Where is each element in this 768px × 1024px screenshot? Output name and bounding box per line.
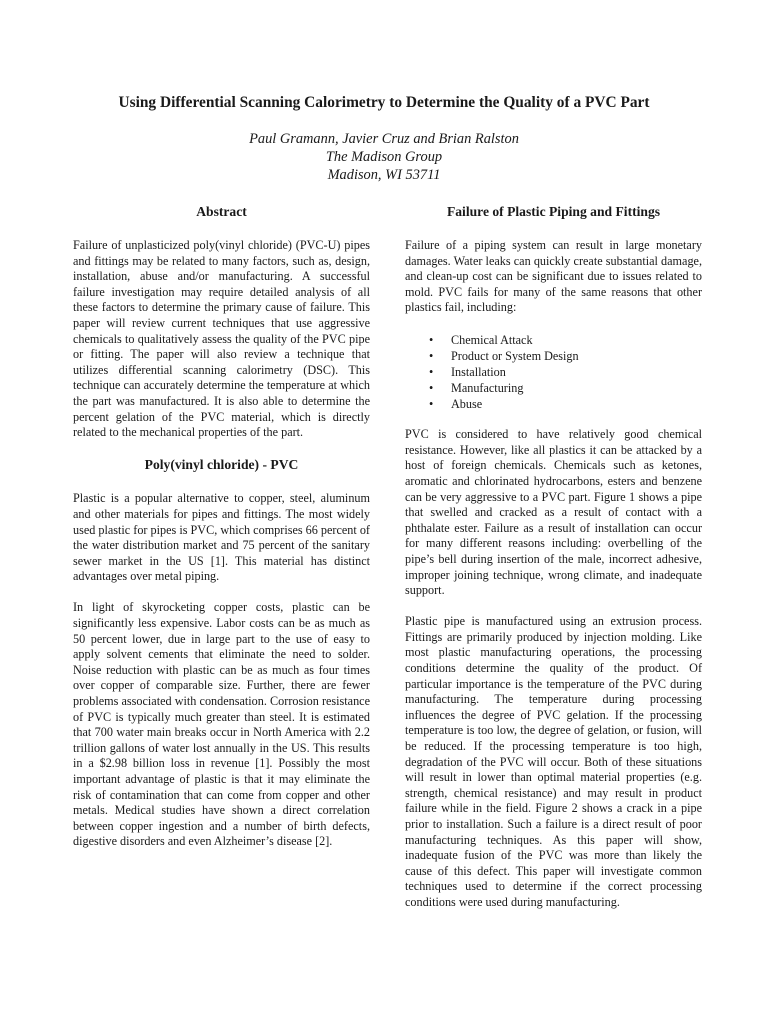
pvc-section-heading: Poly(vinyl chloride) - PVC [144, 457, 299, 473]
pvc-paragraph-2: In light of skyrocketing copper costs, plastic can be significantly less expensive. Labor costs can be as much as 50 percent lower, due in large part to the use of easy to apply solvent cements that eliminate the need to solder. Noise reduction with plastic can be as much as four times over copper of comparable size. Further, there are fewer problems associated with condensation. Corrosion resistance of PVC is typically much greater than steel. It is estimated that 700 water main breaks occur in North America with 2.2 trillion gallons of water lost annually in the US. This results in a $2.98 billion loss in revenue [1]. Possibly the most important advantage of plastic is that it may eliminate the risk of contamination that can come from copper and other metals. Medical studies have shown a direct correlation between copper ingestion and a number of birth defects, digestive disorders and even Alzheimer’s disease [2]. [73, 600, 370, 849]
list-item: • Product or System Design [429, 348, 702, 364]
author-affiliation: The Madison Group [325, 149, 443, 165]
failure-paragraph-3: Plastic pipe is manufactured using an extrusion process. Fittings are primarily produced by injection molding. Like most plastic manufacturing operations, the processing conditions determine the quality of the product. Of particular importance is the temperature of the PVC during manufacturing. The temperature during processing influences the degree of PVC gelation. If the processing temperature is too low, the degree of gelation, or fusion, will be reduced. If the processing temperature is too high, degradation of the PVC will occur. Both of these situations will result in lower than optimal material properties (e.g. strength, chemical resistance) and may result in product failure while in the field. Figure 2 shows a crack in a pipe prior to installation. Such a failure is a direct result of poor manufacturing techniques. As this paper will show, inadequate fusion of the PVC was more than likely the cause of this defect. This paper will investigate common techniques used to determine if the correct processing conditions were used during manufacturing. [405, 614, 702, 909]
author-block [0, 130, 768, 184]
paper-title: Using Differential Scanning Calorimetry to Determine the Quality of a PVC Part [118, 94, 650, 111]
left-column [73, 203, 370, 866]
failure-paragraph-2: PVC is considered to have relatively good chemical resistance. However, like all plastics it can be attacked by a host of foreign chemicals. Chemicals such as ketones, aromatic and chlorinated hydrocarbons, esters and benzene can be very aggressive to a PVC part. Figure 1 shows a pipe that swelled and cracked as a result of contact with a phthalate ester. Failure as a result of installation can occur for many different reasons including: overbelling of the pipe’s bell during insertion of the male, incorrect adhesive, improper joining technique, wrong climate, and inadequate support. [405, 427, 702, 598]
failure-paragraph-1: Failure of a piping system can result in large monetary damages. Water leaks can quickly create substantial damage, and clean-up cost can be significant due to issues related to mold. PVC fails for many of the same reasons that other plastics fail, including: [405, 238, 702, 315]
author-location: Madison, WI 53711 [327, 167, 441, 183]
failure-section-heading: Failure of Plastic Piping and Fittings [446, 204, 661, 219]
failure-causes-list [405, 332, 702, 412]
right-column [405, 203, 702, 926]
author-names: Paul Gramann, Javier Cruz and Brian Ralston [249, 131, 519, 147]
pvc-paragraph-1: Plastic is a popular alternative to copper, steel, aluminum and other materials for pipes and fittings. The most widely used plastic for pipes is PVC, which comprises 66 percent of the water distribution market and 75 percent of the sanitary sewer market in the US [1]. This material has distinct advantages over metal piping. [73, 491, 370, 584]
abstract-text: Failure of unplasticized poly(vinyl chloride) (PVC-U) pipes and fittings may be related to many factors, such as, design, installation, abuse and/or manufacturing. A successful failure investigation may require detailed analysis of all these factors to determine the primary cause of failure. This paper will review current techniques that use aggressive chemicals to qualitatively assess the quality of the PVC pipe or fitting. The paper will also review a technique that utilizes differential scanning calorimetry (DSC). This technique can accurately determine the temperature at which the part was manufactured. It is also able to determine the percent gelation of the PVC material, which is directly related to the mechanical properties of the part. [73, 238, 370, 440]
list-item: • Installation [429, 364, 702, 380]
list-item: • Manufacturing [429, 380, 702, 396]
abstract-heading: Abstract [196, 204, 247, 219]
list-item: • Chemical Attack [429, 332, 702, 348]
list-item: • Abuse [429, 396, 702, 412]
